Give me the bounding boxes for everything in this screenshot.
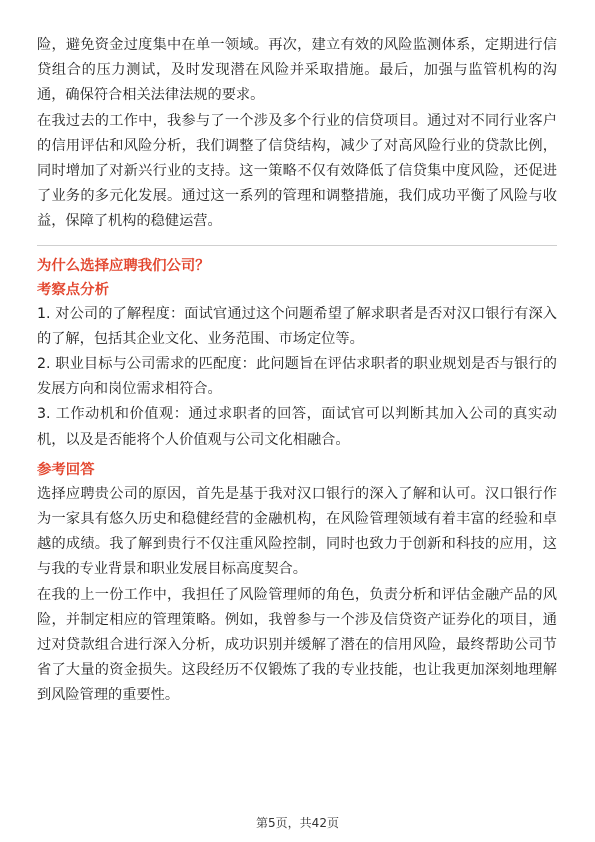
document-page: [37, 33, 557, 709]
answer-paragraph: 在我的上一份工作中，我担任了风险管理师的角色，负责分析和评估金融产品的风险，并制定相应的管理策略。例如，我曾参与一个涉及信贷资产证券化的项目，通过对贷款组合进行深入分析，成功识别并缓解了潜在的信用风险，最终帮助公司节省了大量的资金损失。这段经历不仅锻炼了我的专业技能，也让我更加深刻地理解到风险管理的重要性。: [37, 586, 557, 704]
section-divider: [37, 245, 557, 246]
analysis-item: 2. 职业目标与公司需求的匹配度：此问题旨在评估求职者的职业规划是否与银行的发展方向和岗位需求相符合。: [37, 356, 557, 398]
answer-paragraph: 选择应聘贵公司的原因，首先是基于我对汉口银行的深入了解和认可。汉口银行作为一家具有悠久历史和稳健经营的金融机构，在风险管理领域有着丰富的经验和卓越的成绩。我了解到贵行不仅注重风险控制，同时也致力于创新和科技的应用，这与我的专业背景和职业发展目标高度契合。: [37, 485, 557, 578]
body-paragraph: 险，避免资金过度集中在单一领域。再次，建立有效的风险监测体系，定期进行信贷组合的压力测试，及时发现潜在风险并采取措施。最后，加强与监管机构的沟通，确保符合相关法律法规的要求。: [37, 37, 557, 104]
analysis-heading: 考察点分析: [37, 281, 109, 298]
body-paragraph: 在我过去的工作中，我参与了一个涉及多个行业的信贷项目。通过对不同行业客户的信用评估和风险分析，我们调整了信贷结构，减少了对高风险行业的贷款比例，同时增加了对新兴行业的支持。这一策略不仅有效降低了信贷集中度风险，还促进了业务的多元化发展。通过这一系列的管理和调整措施，我们成功平衡了风险与收益，保障了机构的稳健运营。: [37, 112, 557, 230]
question-title: 为什么选择应聘我们公司？: [37, 257, 210, 274]
analysis-item: 3. 工作动机和价值观：通过求职者的回答，面试官可以判断其加入公司的真实动机，以及是否能将个人价值观与公司文化相融合。: [37, 406, 557, 448]
analysis-item: 1. 对公司的了解程度：面试官通过这个问题希望了解求职者是否对汉口银行有深入的了解，包括其企业文化、业务范围、市场定位等。: [37, 305, 557, 347]
page-footer: 第5页，共42页: [256, 816, 339, 830]
answer-heading: 参考回答: [37, 461, 95, 478]
